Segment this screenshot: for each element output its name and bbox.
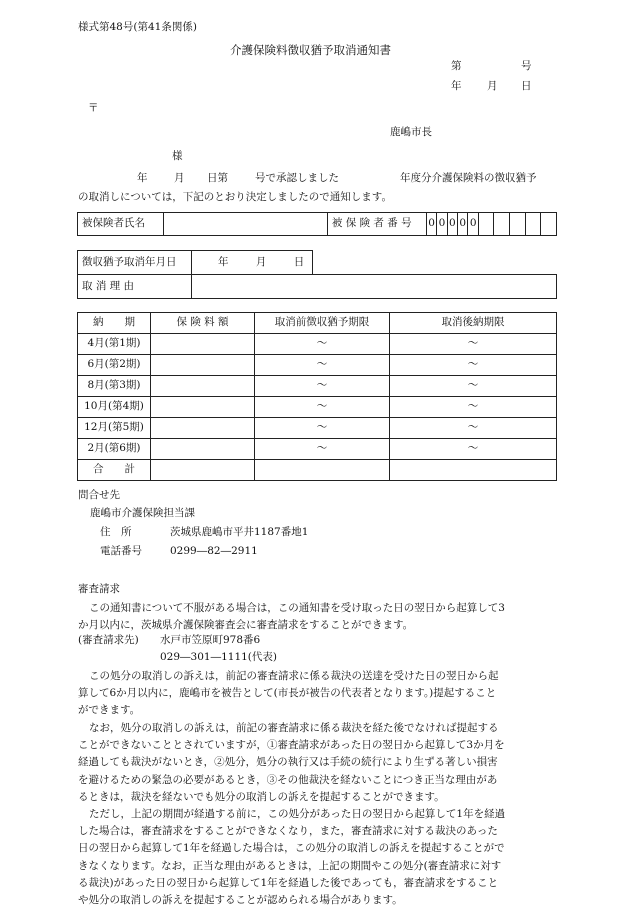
table-row xyxy=(78,397,557,418)
appeal-heading: 審査請求 xyxy=(78,583,120,595)
schedule-period: 10月(第4期) xyxy=(78,397,151,418)
appeal-paragraph-1 xyxy=(78,600,554,634)
schedule-period: 2月(第6期) xyxy=(78,439,151,460)
text-line: ことができないこととされていますが，①審査請求があった日の翌日から起算して3か月を xyxy=(78,739,505,752)
appeal-destination-phone: 029―301―1111(代表) xyxy=(160,651,277,663)
table-row xyxy=(78,376,557,397)
text-line: 日の翌日から起算して1年を経過した場合は，この処分の取消しの訴えを提起することがで xyxy=(78,842,505,855)
insured-number-digit: 0 xyxy=(426,213,436,236)
schedule-period: 12月(第5期) xyxy=(78,418,151,439)
schedule-period: 6月(第2期) xyxy=(78,355,151,376)
insured-number-blank[interactable] xyxy=(525,213,541,236)
schedule-header-row xyxy=(78,313,557,334)
date-year: 年 xyxy=(451,80,462,92)
text-line: した場合は，審査請求をすることができなくなり，また，審査請求に対する裁決のあった xyxy=(78,825,498,838)
schedule-period: 4月(第1期) xyxy=(78,334,151,355)
appeal-destination-address: 水戸市笠原町978番6 xyxy=(160,634,261,646)
contact-address-label: 住 所 xyxy=(100,526,132,538)
text-line: この通知書について不服がある場合は，この通知書を受け取った日の翌日から起算して3 xyxy=(89,602,505,614)
document-number-prefix: 第 xyxy=(451,60,462,72)
insured-number-digit: 0 xyxy=(447,213,457,236)
cancel-date-month: 月 xyxy=(255,255,267,268)
schedule-amount[interactable] xyxy=(151,334,255,355)
schedule-total-row xyxy=(78,460,557,481)
schedule-total-label: 合 計 xyxy=(78,460,151,481)
appeal-paragraph-3 xyxy=(78,720,554,806)
text-line: 経過しても裁決がないとき，②処分，処分の執行又は手続の続行により生ずる著しい損害 xyxy=(78,756,498,769)
postal-mark: 〒 xyxy=(88,102,99,114)
text-line: か月以内に，茨城県介護保険審査会に審査請求をすることができます。 xyxy=(78,619,414,632)
schedule-after: ～ xyxy=(390,376,557,397)
appeal-paragraph-2 xyxy=(78,668,554,720)
schedule-header: 納 期 xyxy=(78,313,151,334)
schedule-total-before xyxy=(255,460,390,481)
cancel-date-field[interactable] xyxy=(192,251,313,275)
contact-heading: 問合せ先 xyxy=(78,489,120,501)
contact-phone-label: 電話番号 xyxy=(100,545,142,557)
text-line: 算して6か月以内に，鹿嶋市を被告として(市長が被告の代表者となります。)提起すること xyxy=(78,687,497,700)
text-line: る裁決)があった日の翌日から起算して1年を経過した後であっても，審査請求をすること xyxy=(78,876,499,889)
schedule-total-after xyxy=(390,460,557,481)
schedule-after: ～ xyxy=(390,355,557,376)
schedule-period: 8月(第3期) xyxy=(78,376,151,397)
table-row xyxy=(78,418,557,439)
insured-number-blank[interactable] xyxy=(541,213,557,236)
date-day: 日 xyxy=(521,80,532,92)
schedule-total-amount[interactable] xyxy=(151,460,255,481)
schedule-before: ～ xyxy=(255,355,390,376)
document-title: 介護保険料徴収猶予取消通知書 xyxy=(230,43,391,57)
schedule-amount[interactable] xyxy=(151,355,255,376)
contact-department: 鹿嶋市介護保険担当課 xyxy=(90,507,195,519)
contact-phone: 0299―82―2911 xyxy=(170,545,258,557)
form-number: 様式第48号(第41条関係) xyxy=(78,21,197,33)
schedule-amount[interactable] xyxy=(151,439,255,460)
schedule-table xyxy=(77,312,557,481)
schedule-amount[interactable] xyxy=(151,397,255,418)
text-line: や処分の取消しの訴えを提起することが認められる場合があります。 xyxy=(78,894,403,907)
notice-line-2: の取消しについては，下記のとおり決定しましたので通知します。 xyxy=(78,191,392,203)
recipient-suffix: 様 xyxy=(172,150,183,162)
schedule-header: 保 険 料 額 xyxy=(151,313,255,334)
schedule-before: ～ xyxy=(255,418,390,439)
table-row xyxy=(78,334,557,355)
text-line: この処分の取消しの訴えは，前記の審査請求に係る裁決の送達を受けた日の翌日から起 xyxy=(89,670,499,682)
schedule-after: ～ xyxy=(390,334,557,355)
cancel-date-label: 徴収猶予取消年月日 xyxy=(78,251,192,275)
notice-year: 年 xyxy=(137,172,148,184)
insured-number-blank[interactable] xyxy=(478,213,494,236)
text-line: るときは，裁決を経ないでも処分の取消しの訴えを提起することができます。 xyxy=(78,790,445,803)
document-number-suffix: 号 xyxy=(521,60,532,72)
schedule-before: ～ xyxy=(255,439,390,460)
appeal-paragraph-4 xyxy=(78,806,554,909)
contact-address: 茨城県鹿嶋市平井1187番地1 xyxy=(170,526,309,538)
issuer: 鹿嶋市長 xyxy=(390,126,432,138)
cancel-date-spacer xyxy=(313,251,557,275)
notice-month: 月 xyxy=(174,172,185,184)
insured-number-label: 被 保 険 者 番 号 xyxy=(327,213,426,236)
notice-fiscal-year: 年度分介護保険料の徴収猶予 xyxy=(400,172,537,184)
text-line: ただし，上記の期間が経過する前に，この処分があった日の翌日から起算して1年を経過 xyxy=(89,808,506,820)
insured-table xyxy=(77,212,557,236)
schedule-header: 取消後納期限 xyxy=(390,313,557,334)
insured-number-blank[interactable] xyxy=(510,213,526,236)
insured-name-label: 被保険者氏名 xyxy=(78,213,164,236)
schedule-header: 取消前徴収猶予期限 xyxy=(255,313,390,334)
cancel-reason-label: 取 消 理 由 xyxy=(78,275,192,299)
text-line: を避けるための緊急の必要があるとき，③その他裁決を経ないことにつき正当な理由があ xyxy=(78,773,498,786)
date-month: 月 xyxy=(487,80,498,92)
schedule-before: ～ xyxy=(255,397,390,418)
text-line: きなくなります。なお，正当な理由があるときは，上記の期間やこの処分(審査請求に対す xyxy=(78,859,502,872)
text-line: ができます。 xyxy=(78,704,141,717)
schedule-before: ～ xyxy=(255,334,390,355)
notice-approval: 号で承認しました xyxy=(255,172,339,184)
insured-number-digit: 0 xyxy=(458,213,468,236)
cancel-reason-field[interactable] xyxy=(192,275,557,299)
insured-number-digit: 0 xyxy=(437,213,447,236)
insured-number-digit: 0 xyxy=(468,213,478,236)
appeal-destination-label: (審査請求先) xyxy=(78,634,139,646)
table-row xyxy=(78,439,557,460)
schedule-after: ～ xyxy=(390,439,557,460)
cancel-date-year: 年 xyxy=(218,255,229,268)
insured-number-blank[interactable] xyxy=(494,213,510,236)
insured-name-field[interactable] xyxy=(164,213,327,236)
schedule-after: ～ xyxy=(390,418,557,439)
schedule-after: ～ xyxy=(390,397,557,418)
text-line: なお，処分の取消しの訴えは，前記の審査請求に係る裁決を経た後でなければ提起する xyxy=(89,722,499,734)
notice-day: 日第 xyxy=(207,172,228,184)
cancel-date-day: 日 xyxy=(293,255,305,268)
table-row xyxy=(78,355,557,376)
cancel-info-table xyxy=(77,250,557,299)
schedule-amount[interactable] xyxy=(151,418,255,439)
schedule-amount[interactable] xyxy=(151,376,255,397)
schedule-before: ～ xyxy=(255,376,390,397)
